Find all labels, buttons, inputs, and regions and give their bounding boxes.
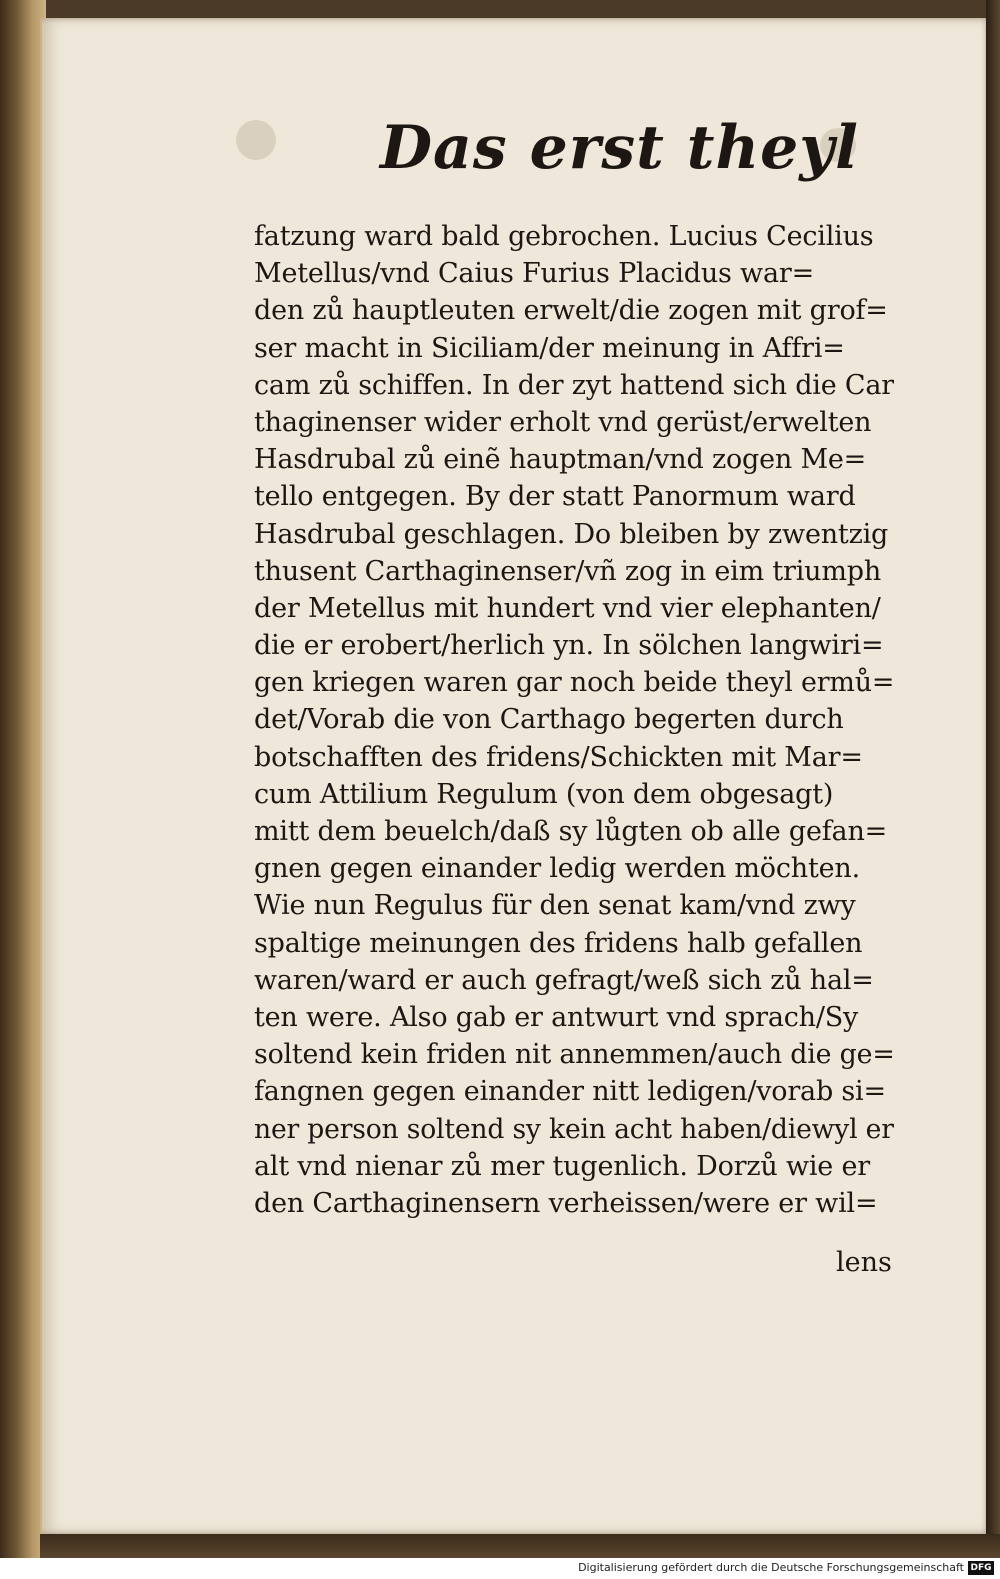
text-line: der Metellus mit hundert vnd vier elephanten/ [254, 592, 881, 624]
catchword: lens [836, 1247, 892, 1278]
digitization-footer [0, 1558, 1000, 1579]
text-line: tello entgegen. By der statt Panormum ward [254, 481, 856, 513]
text-line: fatzung ward bald gebrochen. Lucius Cecilius [254, 221, 874, 252]
text-line: gen kriegen waren gar noch beide theyl ermů= [254, 667, 895, 699]
text-line: cum Attilium Regulum (von dem obgesagt) [254, 778, 834, 810]
book-right-edge [986, 0, 1000, 1558]
text-line: fangnen gegen einander nitt ledigen/vorab si= [254, 1076, 886, 1108]
text-line: thusent Carthaginenser/vñ zog in eim triumph [254, 555, 882, 587]
book-bottom-edge [40, 1534, 1000, 1558]
text-line: det/Vorab die von Carthago begerten durch [254, 704, 844, 736]
text-line: ten were. Also gab er antwurt vnd sprach/Sy [254, 1001, 859, 1033]
text-line: cam zů schiffen. In der zyt hattend sich die Car [254, 369, 894, 401]
text-line: den zů hauptleuten erwelt/die zogen mit grof= [254, 295, 888, 327]
text-line: alt vnd nienar zů mer tugenlich. Dorzů wie er [254, 1150, 870, 1182]
dfg-logo: DFG [968, 1561, 994, 1575]
text-line: ner person soltend sy kein acht haben/diewyl er [254, 1113, 894, 1145]
text-line: Hasdrubal geschlagen. Do bleiben by zwentzig [254, 518, 889, 550]
text-line: mitt dem beuelch/daß sy lůgten ob alle gefan= [254, 816, 888, 847]
text-line: thaginenser wider erholt vnd gerüst/erwelten [254, 406, 872, 438]
text-line: den Carthaginensern verheissen/were er wil= [254, 1187, 878, 1219]
text-line: Hasdrubal zů einẽ hauptman/vnd zogen Me= [254, 444, 867, 476]
text-line: gnen gegen einander ledig werden möchten. [254, 853, 860, 885]
text-line: botschafften des fridens/Schickten mit Mar= [254, 741, 863, 773]
text-line: ser macht in Siciliam/der meinung in Affri= [254, 332, 845, 364]
text-line: Wie nun Regulus für den senat kam/vnd zwy [254, 890, 856, 922]
body-text [254, 218, 894, 1222]
page-heading: Das erst theyl [380, 113, 859, 183]
ink-smudge [236, 120, 276, 160]
text-line: waren/ward er auch gefragt/weß sich zů hal= [254, 964, 874, 996]
funding-credit: Digitalisierung gefördert durch die Deutsche Forschungsgemeinschaft [578, 1561, 964, 1574]
text-line: Metellus/vnd Caius Furius Placidus war= [254, 258, 814, 290]
text-line: spaltige meinungen des fridens halb gefallen [254, 927, 863, 959]
text-line: die er erobert/herlich yn. In sölchen langwiri= [254, 630, 884, 662]
text-line: soltend kein friden nit annemmen/auch die ge= [254, 1039, 895, 1071]
